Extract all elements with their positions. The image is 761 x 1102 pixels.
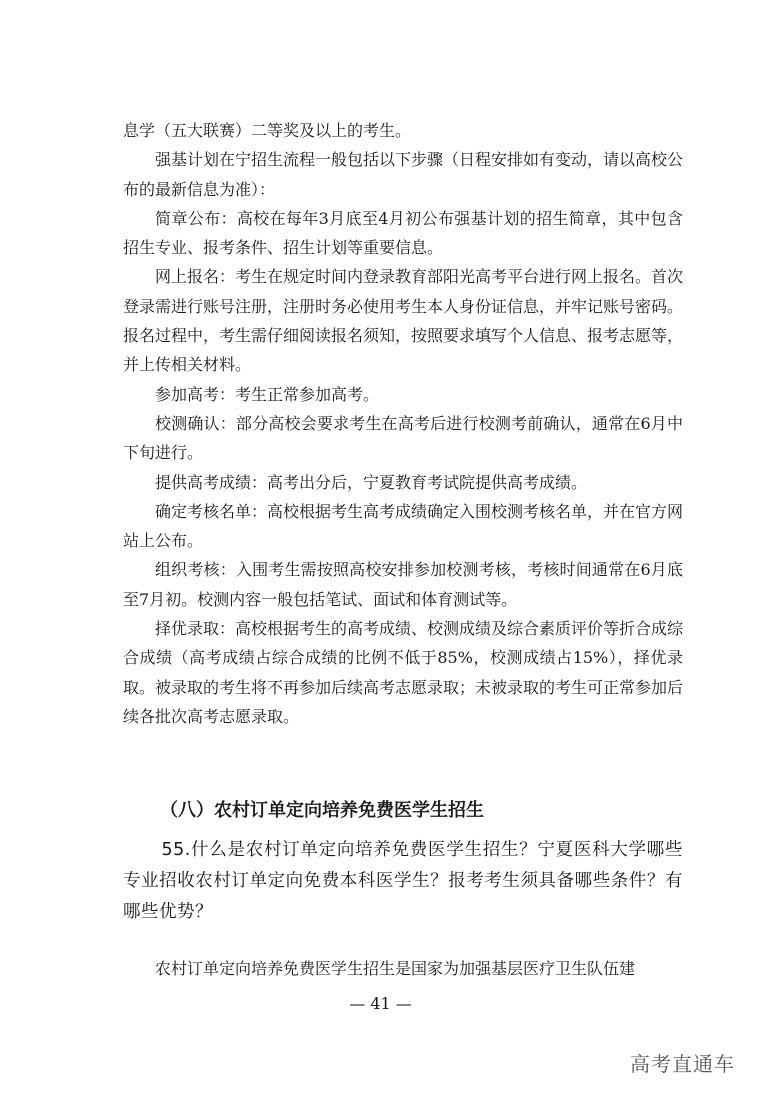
paragraph: 强基计划在宁招生流程一般包括以下步骤（日程安排如有变动，请以高校公布的最新信息为准）： [123, 150, 684, 199]
closing-paragraph: 农村订单定向培养免费医学生招生是国家为加强基层医疗卫生队伍建 [155, 959, 636, 978]
paragraph: 参加高考：考生正常参加高考。 [155, 384, 380, 404]
paragraph: 确定考核名单：高校根据考生高考成绩确定入围校测考核名单，并在官方网站上公布。 [123, 501, 684, 551]
body-text [123, 116, 683, 731]
section-heading: （八）农村订单定向培养免费医学生招生 [160, 800, 484, 821]
watermark-text: 高考直通车 [630, 1052, 735, 1076]
paragraph: 组织考核：入围考生需按照高校安排参加校测考核，考核时间通常在6月底至7月初。校测内容一般包括笔试、面试和体育测试等。 [123, 560, 683, 609]
paragraph: 校测确认：部分高校会要求考生在高考后进行校测考前确认，通常在6月中下旬进行。 [123, 413, 683, 463]
question-55: 55.什么是农村订单定向培养免费医学生招生？宁夏医科大学哪些专业招收农村订单定向免费本科医学生？报考考生须具备哪些条件？有哪些优势？ [123, 840, 683, 922]
paragraph: 息学（五大联赛）二等奖及以上的考生。 [123, 121, 412, 140]
paragraph: 择优录取：高校根据考生的高考成绩、校测成绩及综合素质评价等折合成综合成绩（高考成绩占综合成绩的比例不低于85%，校测成绩占15%），择优录取。被录取的考生将不再参加后续高考志愿录取；未被录取的考生可正常参加后续各批次高考志愿录取。 [123, 619, 684, 726]
paragraph: 网上报名：考生在规定时间内登录教育部阳光高考平台进行网上报名。首次登录需进行账号注册，注册时务必使用考生本人身份证信息，并牢记账号密码。报名过程中，考生需仔细阅读报名须知，按照要求填写个人信息、报考志愿等，并上传相关材料。 [123, 267, 684, 375]
page-number: — 41 — [349, 994, 412, 1013]
paragraph: 提供高考成绩：高考出分后，宁夏教育考试院提供高考成绩。 [155, 472, 588, 492]
paragraph: 简章公布：高校在每年3月底至4月初公布强基计划的招生简章，其中包含招生专业、报考条件、招生计划等重要信息。 [123, 208, 683, 258]
